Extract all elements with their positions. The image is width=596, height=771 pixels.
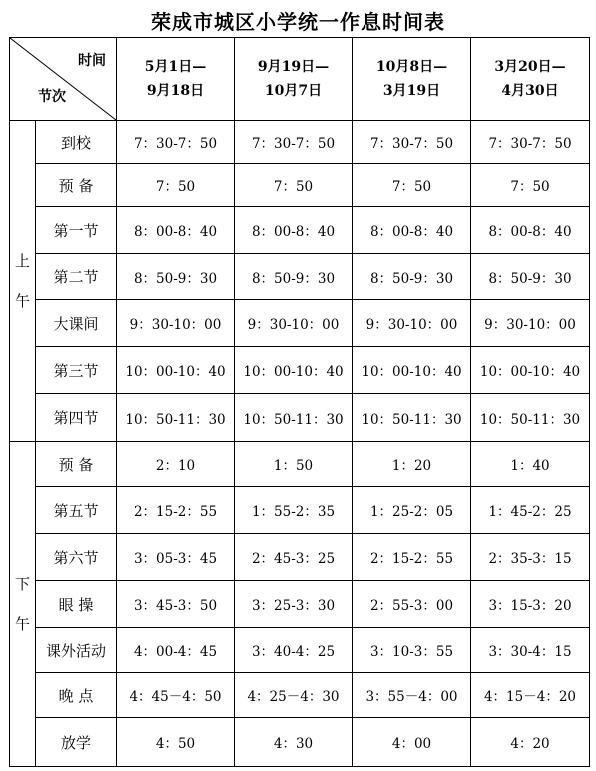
- table-row: [10, 673, 590, 718]
- time-cell: 8：00-8：40: [353, 207, 471, 254]
- page-title: 荣成市城区小学统一作息时间表: [151, 10, 445, 34]
- row-name: 课外活动: [36, 628, 117, 673]
- time-cell: 4：50: [117, 718, 235, 767]
- time-cell: 9：30-10：00: [353, 300, 471, 347]
- time-cell: 3：10-3：55: [353, 628, 471, 673]
- corner-label-period: 节次: [38, 89, 66, 105]
- schedule-table: [9, 37, 590, 767]
- time-cell: 10：00-10：40: [353, 347, 471, 394]
- row-name: 第六节: [36, 534, 117, 581]
- time-cell: 1：55-2：35: [235, 487, 353, 534]
- time-cell: 2：15-2：55: [353, 534, 471, 581]
- time-cell: 3：40-4：25: [235, 628, 353, 673]
- time-cell: 4：00: [353, 718, 471, 767]
- time-cell: 10：00-10：40: [471, 347, 590, 394]
- time-cell: 9：30-10：00: [117, 300, 235, 347]
- morning-session-label: 上 午: [10, 121, 36, 442]
- time-cell: 7：50: [471, 164, 590, 207]
- table-row: [10, 300, 590, 347]
- time-cell: 8：00-8：40: [235, 207, 353, 254]
- time-cell: 4：00-4：45: [117, 628, 235, 673]
- header-row: [10, 38, 590, 121]
- row-name: 晚 点: [36, 673, 117, 718]
- time-cell: 4：30: [235, 718, 353, 767]
- time-cell: 1：20: [353, 442, 471, 487]
- table-row: [10, 718, 590, 767]
- row-name: 第五节: [36, 487, 117, 534]
- period-header-3: 10月8日— 3月19日: [353, 38, 471, 121]
- time-cell: 3：05-3：45: [117, 534, 235, 581]
- time-cell: 3：55－4：00: [353, 673, 471, 718]
- table-row: [10, 394, 590, 442]
- time-cell: 9：30-10：00: [235, 300, 353, 347]
- time-cell: 7：50: [117, 164, 235, 207]
- table-row: [10, 487, 590, 534]
- period-header-2: 9月19日— 10月7日: [235, 38, 353, 121]
- time-cell: 2：10: [117, 442, 235, 487]
- time-cell: 3：15-3：20: [471, 581, 590, 628]
- time-cell: 10：00-10：40: [235, 347, 353, 394]
- time-cell: 8：00-8：40: [117, 207, 235, 254]
- time-cell: 10：50-11：30: [353, 394, 471, 442]
- time-cell: 1：45-2：25: [471, 487, 590, 534]
- time-cell: 2：45-3：25: [235, 534, 353, 581]
- time-cell: 8：50-9：30: [471, 254, 590, 300]
- row-name: 到校: [36, 121, 117, 164]
- time-cell: 3：25-3：30: [235, 581, 353, 628]
- table-row: [10, 164, 590, 207]
- table-row: [10, 121, 590, 164]
- row-name: 放学: [36, 718, 117, 767]
- time-cell: 10：50-11：30: [471, 394, 590, 442]
- table-row: [10, 534, 590, 581]
- corner-header-cell: [10, 38, 117, 121]
- table-row: [10, 347, 590, 394]
- row-name: 预 备: [36, 164, 117, 207]
- row-name: 第三节: [36, 347, 117, 394]
- time-cell: 3：30-4：15: [471, 628, 590, 673]
- table-row: [10, 207, 590, 254]
- time-cell: 4：25－4：30: [235, 673, 353, 718]
- time-cell: 7：30-7：50: [353, 121, 471, 164]
- time-cell: 1：25-2：05: [353, 487, 471, 534]
- time-cell: 4：15－4：20: [471, 673, 590, 718]
- time-cell: 1：40: [471, 442, 590, 487]
- table-row: [10, 581, 590, 628]
- table-row: [10, 442, 590, 487]
- time-cell: 7：50: [353, 164, 471, 207]
- time-cell: 1：50: [235, 442, 353, 487]
- period-header-4: 3月20日— 4月30日: [471, 38, 590, 121]
- time-cell: 8：00-8：40: [471, 207, 590, 254]
- row-name: 第二节: [36, 254, 117, 300]
- row-name: 预 备: [36, 442, 117, 487]
- row-name: 眼 操: [36, 581, 117, 628]
- time-cell: 4：20: [471, 718, 590, 767]
- table-row: [10, 628, 590, 673]
- time-cell: 4：45－4：50: [117, 673, 235, 718]
- row-name: 大课间: [36, 300, 117, 347]
- time-cell: 3：45-3：50: [117, 581, 235, 628]
- table-row: [10, 254, 590, 300]
- period-header-1: 5月1日— 9月18日: [117, 38, 235, 121]
- time-cell: 10：00-10：40: [117, 347, 235, 394]
- time-cell: 8：50-9：30: [353, 254, 471, 300]
- corner-label-time: 时间: [78, 53, 106, 69]
- time-cell: 2：15-2：55: [117, 487, 235, 534]
- row-name: 第四节: [36, 394, 117, 442]
- row-name: 第一节: [36, 207, 117, 254]
- time-cell: 2：35-3：15: [471, 534, 590, 581]
- time-cell: 7：30-7：50: [471, 121, 590, 164]
- time-cell: 8：50-9：30: [235, 254, 353, 300]
- time-cell: 2：55-3：00: [353, 581, 471, 628]
- time-cell: 7：50: [235, 164, 353, 207]
- afternoon-session-label: 下 午: [10, 442, 36, 767]
- time-cell: 7：30-7：50: [117, 121, 235, 164]
- time-cell: 9：30-10：00: [471, 300, 590, 347]
- time-cell: 10：50-11：30: [235, 394, 353, 442]
- time-cell: 7：30-7：50: [235, 121, 353, 164]
- time-cell: 10：50-11：30: [117, 394, 235, 442]
- time-cell: 8：50-9：30: [117, 254, 235, 300]
